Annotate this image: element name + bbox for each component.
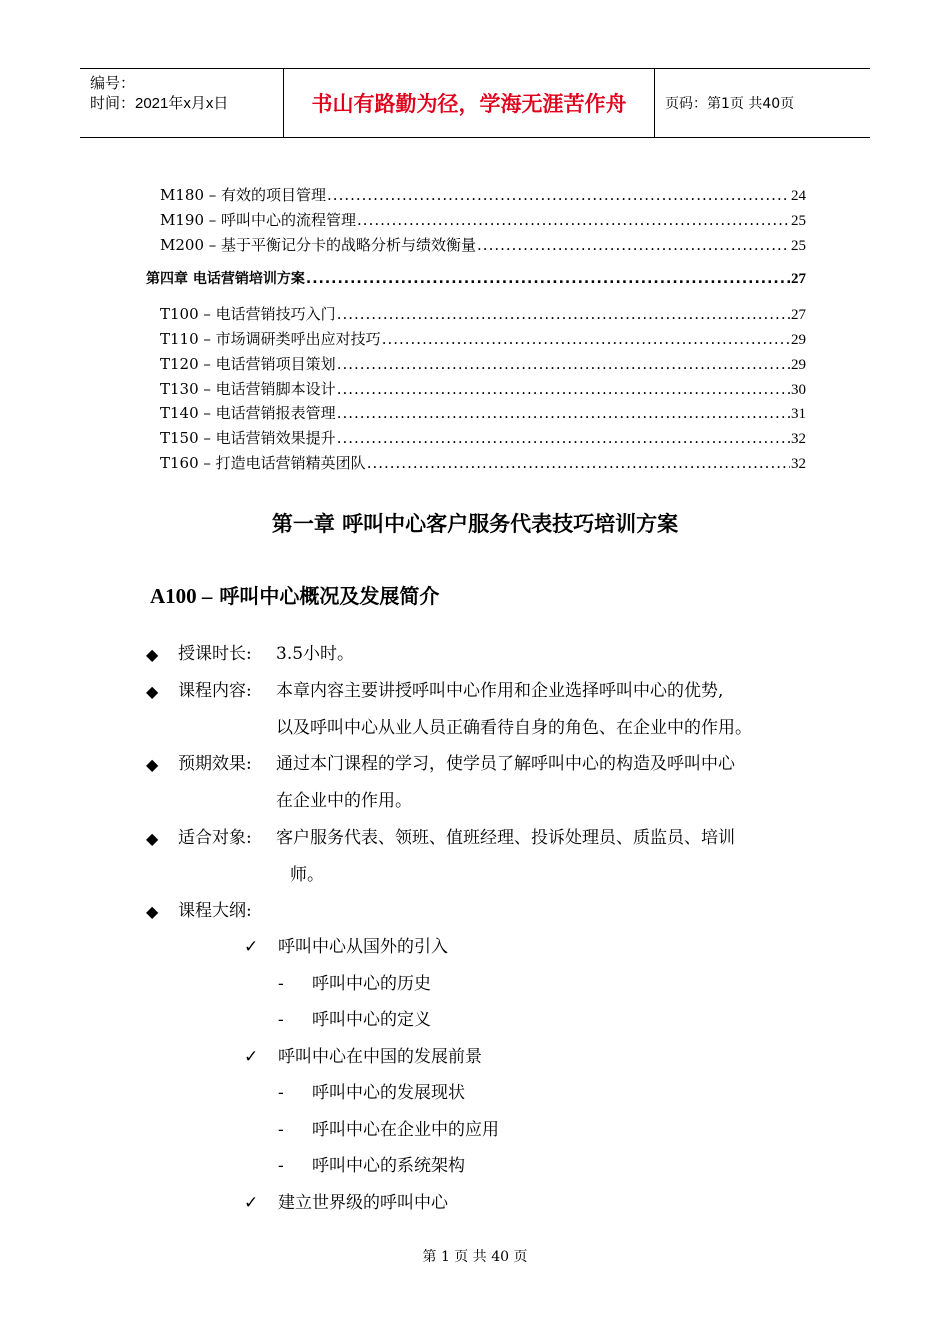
dash-marker: - — [278, 1083, 284, 1103]
check-icon: ✓ — [244, 1193, 259, 1213]
toc-entry-page: 25 — [791, 238, 806, 254]
toc-entry-title: M190 – 呼叫中心的流程管理 — [160, 211, 357, 229]
toc-entry[interactable] — [160, 452, 806, 474]
bullet-label: 预期效果: — [178, 754, 252, 774]
toc-entry[interactable] — [160, 378, 806, 400]
time-label: 时间：2021年x月x日 — [90, 95, 229, 112]
outline-subitem-text: 呼叫中心的定义 — [312, 1010, 431, 1030]
toc-entry[interactable] — [160, 328, 806, 350]
toc-leader-dots — [477, 234, 790, 256]
header-motto: 书山有路勤为径，学海无涯苦作舟 — [284, 69, 655, 137]
outline-subitem — [278, 1002, 431, 1039]
diamond-bullet-icon: ◆ — [146, 645, 159, 664]
toc-leader-dots — [337, 353, 790, 375]
toc-entry[interactable] — [160, 427, 806, 449]
toc-entry[interactable] — [160, 402, 806, 424]
toc-entry-page: 30 — [791, 382, 806, 398]
toc-entry[interactable] — [160, 184, 806, 206]
toc-entry-page: 25 — [791, 213, 806, 229]
bullet-label: 授课时长: — [178, 644, 252, 664]
outline-item-text: 呼叫中心在中国的发展前景 — [278, 1047, 482, 1067]
bullet-continuation: 以及呼叫中心从业人员正确看待自身的角色、在企业中的作用。 — [276, 718, 752, 738]
toc-entry-title: T100 – 电话营销技巧入门 — [160, 305, 336, 323]
toc-entry-title: T120 – 电话营销项目策划 — [160, 355, 336, 373]
header-meta-cell — [80, 69, 284, 137]
section-code: A100 – — [150, 584, 213, 608]
outline-subitem — [278, 1148, 465, 1185]
number-label: 编号： — [90, 75, 136, 92]
bullet-label: 课程大纲: — [178, 901, 252, 921]
toc-entry-page: 31 — [791, 406, 806, 422]
page-header — [80, 68, 870, 138]
toc-entry-title: T110 – 市场调研类呼出应对技巧 — [160, 330, 381, 348]
bullet-text: 3.5小时。 — [276, 644, 355, 664]
toc-leader-dots — [337, 378, 790, 400]
toc-entry-page: 29 — [791, 332, 806, 348]
outline-item-text: 建立世界级的呼叫中心 — [278, 1193, 448, 1213]
toc-leader-dots — [357, 209, 790, 231]
bullet-text: 客户服务代表、领班、值班经理、投诉处理员、质监员、培训 — [276, 828, 735, 848]
bullet-continuation: 在企业中的作用。 — [276, 791, 412, 811]
toc-entry-page: 27 — [791, 271, 806, 287]
outline-subitem-text: 呼叫中心的系统架构 — [312, 1156, 465, 1176]
bullet-label: 适合对象: — [178, 828, 252, 848]
toc-entry[interactable] — [160, 303, 806, 325]
bullet-continuation: 师。 — [290, 865, 324, 885]
dash-marker: - — [278, 1120, 284, 1140]
toc-entry-title: M200 – 基于平衡记分卡的战略分析与绩效衡量 — [160, 236, 477, 254]
dash-marker: - — [278, 1156, 284, 1176]
toc-entry-title: T150 – 电话营销效果提升 — [160, 429, 336, 447]
diamond-bullet-icon: ◆ — [146, 902, 159, 921]
toc-entry-page: 32 — [791, 456, 806, 472]
outline-subitem-text: 呼叫中心的历史 — [312, 974, 431, 994]
toc-leader-dots — [382, 328, 790, 350]
diamond-bullet-icon: ◆ — [146, 829, 159, 848]
outline-item — [244, 1185, 448, 1222]
outline-item — [244, 1039, 482, 1076]
section-heading — [150, 580, 439, 609]
toc-entry-page: 32 — [791, 431, 806, 447]
outline-subitem — [278, 966, 431, 1003]
toc-entry-page: 24 — [791, 188, 806, 204]
toc-entry-page: 27 — [791, 307, 806, 323]
toc-leader-dots — [306, 268, 790, 290]
toc-leader-dots — [337, 402, 790, 424]
toc-entry-title: T130 – 电话营销脚本设计 — [160, 380, 336, 398]
outline-subitem — [278, 1112, 499, 1149]
toc-leader-dots — [337, 303, 790, 325]
toc-chapter-entry[interactable] — [146, 268, 806, 290]
dash-marker: - — [278, 974, 284, 994]
toc-leader-dots — [327, 184, 790, 206]
outline-subitem-text: 呼叫中心在企业中的应用 — [312, 1120, 499, 1140]
toc-entry-title: T140 – 电话营销报表管理 — [160, 404, 336, 422]
check-icon: ✓ — [244, 937, 259, 957]
toc-entry[interactable] — [160, 209, 806, 231]
diamond-bullet-icon: ◆ — [146, 755, 159, 774]
outline-item-text: 呼叫中心从国外的引入 — [278, 937, 448, 957]
section-title: 呼叫中心概况及发展简介 — [219, 584, 440, 608]
toc-entry[interactable] — [160, 353, 806, 375]
header-page-info: 页码：第1页 共40页 — [665, 96, 795, 112]
toc-leader-dots — [367, 452, 790, 474]
toc-leader-dots — [337, 427, 790, 449]
bullet-text: 本章内容主要讲授呼叫中心作用和企业选择呼叫中心的优势, — [276, 681, 724, 701]
dash-marker: - — [278, 1010, 284, 1030]
bullet-text: 通过本门课程的学习，使学员了解呼叫中心的构造及呼叫中心 — [276, 754, 735, 774]
check-icon: ✓ — [244, 1047, 259, 1067]
outline-item — [244, 929, 448, 966]
toc-entry-title: M180 – 有效的项目管理 — [160, 186, 327, 204]
toc-entry-title: T160 – 打造电话营销精英团队 — [160, 454, 366, 472]
diamond-bullet-icon: ◆ — [146, 682, 159, 701]
outline-subitem-text: 呼叫中心的发展现状 — [312, 1083, 465, 1103]
toc-entry[interactable] — [160, 234, 806, 256]
toc-entry-title: 第四章 电话营销培训方案 — [146, 271, 305, 287]
page-footer: 第 1 页 共 40 页 — [422, 1249, 528, 1265]
toc-entry-page: 29 — [791, 357, 806, 373]
chapter-title: 第一章 呼叫中心客户服务代表技巧培训方案 — [271, 512, 679, 536]
bullet-label: 课程内容: — [178, 681, 252, 701]
outline-subitem — [278, 1075, 465, 1112]
